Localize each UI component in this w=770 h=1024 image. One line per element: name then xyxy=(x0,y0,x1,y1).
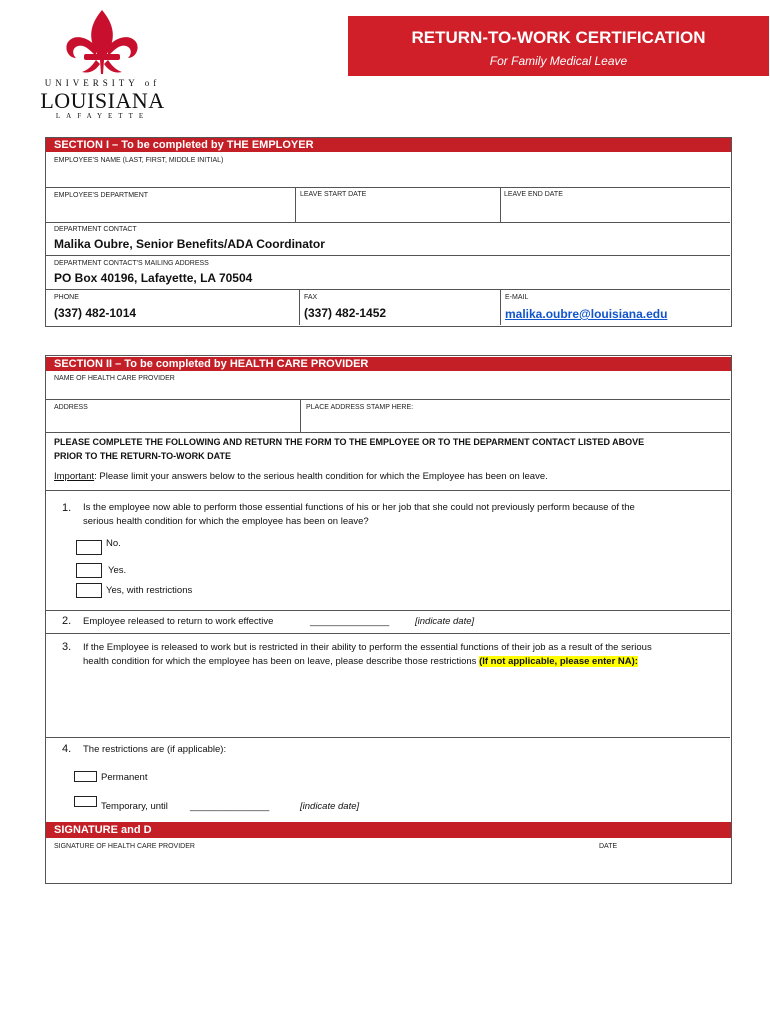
divider xyxy=(46,490,730,491)
fax-value: (337) 482-1452 xyxy=(304,306,387,320)
employee-name-field[interactable] xyxy=(46,167,730,187)
logo-text-university: UNIVERSITY of xyxy=(44,78,161,88)
section1-header: SECTION I – To be completed by THE EMPLOYER xyxy=(46,138,731,152)
important-note: Important: Please limit your answers below to the serious health condition for which the Employee has been on leave. xyxy=(54,471,548,482)
q2-hint: [indicate date] xyxy=(415,616,475,627)
divider xyxy=(500,289,501,325)
divider xyxy=(300,399,301,432)
phone-value: (337) 482-1014 xyxy=(54,306,137,320)
divider xyxy=(46,187,730,188)
q3-number: 3. xyxy=(62,641,72,653)
leave-end-field[interactable] xyxy=(501,200,730,222)
employee-dept-field[interactable] xyxy=(46,200,294,222)
q2-text: Employee released to return to work effective xyxy=(83,616,274,627)
q1-no-label: No. xyxy=(106,538,121,549)
university-logo xyxy=(40,8,165,120)
q4-temporary-label: Temporary, until xyxy=(101,801,168,812)
signature-header: SIGNATURE and D xyxy=(46,822,731,838)
date-field[interactable] xyxy=(596,852,729,880)
divider xyxy=(46,399,730,400)
fleur-de-lis-icon xyxy=(40,8,165,78)
q1-restrictions-label: Yes, with restrictions xyxy=(106,585,193,596)
q4-date-field[interactable]: _______________ xyxy=(190,801,270,812)
leave-end-label: LEAVE END DATE xyxy=(504,191,563,198)
divider xyxy=(46,610,730,611)
title-banner xyxy=(348,16,769,76)
divider xyxy=(46,289,730,290)
fax-label: FAX xyxy=(304,294,318,301)
q3-na-highlight: (If not applicable, please enter NA): xyxy=(479,656,638,667)
employee-name-label: EMPLOYEE'S NAME (LAST, FIRST, MIDDLE INITIAL) xyxy=(54,157,224,164)
q1-text: Is the employee now able to perform those essential functions of his or her job that she could not previously perform because of the serious health condition for which the employee has been on leave? xyxy=(83,502,635,527)
q2-number: 2. xyxy=(62,615,72,627)
q2-date-field[interactable]: _______________ xyxy=(310,616,390,627)
instructions: PLEASE COMPLETE THE FOLLOWING AND RETURN THE FORM TO THE EMPLOYEE OR TO THE DEPARMENT CONTACT LISTED ABOVE PRIOR TO THE RETURN-TO-WORK DATE xyxy=(54,437,645,461)
divider xyxy=(46,255,730,256)
signature-field[interactable] xyxy=(46,852,586,880)
q4-hint: [indicate date] xyxy=(300,801,360,812)
logo-text-louisiana: LOUISIANA xyxy=(40,88,165,113)
address-field[interactable] xyxy=(46,414,299,432)
form-subtitle: For Family Medical Leave xyxy=(489,54,628,68)
q4-number: 4. xyxy=(62,743,72,755)
signature-label: SIGNATURE OF HEALTH CARE PROVIDER xyxy=(54,843,195,850)
leave-start-field[interactable] xyxy=(296,200,499,222)
q4-temporary-checkbox[interactable] xyxy=(74,796,97,807)
q4-permanent-label: Permanent xyxy=(101,772,148,783)
date-label: DATE xyxy=(599,843,618,850)
section1-frame xyxy=(45,137,732,327)
dept-contact-label: DEPARTMENT CONTACT xyxy=(54,226,137,233)
provider-name-field[interactable] xyxy=(46,385,730,399)
q1-yes-label: Yes. xyxy=(108,565,127,576)
q4-permanent-checkbox[interactable] xyxy=(74,771,97,782)
address-label: ADDRESS xyxy=(54,404,88,411)
q3-text: If the Employee is released to work but is restricted in their ability to perform the essential functions of their job as a result of the serious health condition for which the employee has been on leave, please describe those restrictions (If not applicable, please enter NA): xyxy=(83,642,652,667)
email-label: E-MAIL xyxy=(505,294,529,301)
employee-dept-label: EMPLOYEE'S DEPARTMENT xyxy=(54,192,149,199)
leave-start-label: LEAVE START DATE xyxy=(300,191,367,198)
form-title: RETURN-TO-WORK CERTIFICATION xyxy=(411,28,706,47)
logo-text-lafayette: LAFAYETTE xyxy=(55,112,150,120)
q1-restrictions-checkbox[interactable] xyxy=(76,583,102,598)
divider xyxy=(46,633,730,634)
divider xyxy=(46,432,730,433)
email-link[interactable]: malika.oubre@louisiana.edu xyxy=(505,307,668,321)
q1-number: 1. xyxy=(62,502,72,514)
stamp-label: PLACE ADDRESS STAMP HERE: xyxy=(306,404,414,411)
divider xyxy=(46,737,730,738)
section2-header: SECTION II – To be completed by HEALTH CARE PROVIDER xyxy=(46,357,731,371)
phone-label: PHONE xyxy=(54,294,79,301)
mailing-address-value: PO Box 40196, Lafayette, LA 70504 xyxy=(54,271,253,285)
q1-no-checkbox[interactable] xyxy=(76,540,102,555)
q1-yes-checkbox[interactable] xyxy=(76,563,102,578)
mailing-address-label: DEPARTMENT CONTACT'S MAILING ADDRESS xyxy=(54,260,209,267)
dept-contact-value: Malika Oubre, Senior Benefits/ADA Coordinator xyxy=(54,237,325,251)
divider xyxy=(46,222,730,223)
q3-restrictions-field[interactable] xyxy=(83,675,723,733)
divider xyxy=(299,289,300,325)
provider-name-label: NAME OF HEALTH CARE PROVIDER xyxy=(54,375,175,382)
q4-text: The restrictions are (if applicable): xyxy=(83,744,227,755)
